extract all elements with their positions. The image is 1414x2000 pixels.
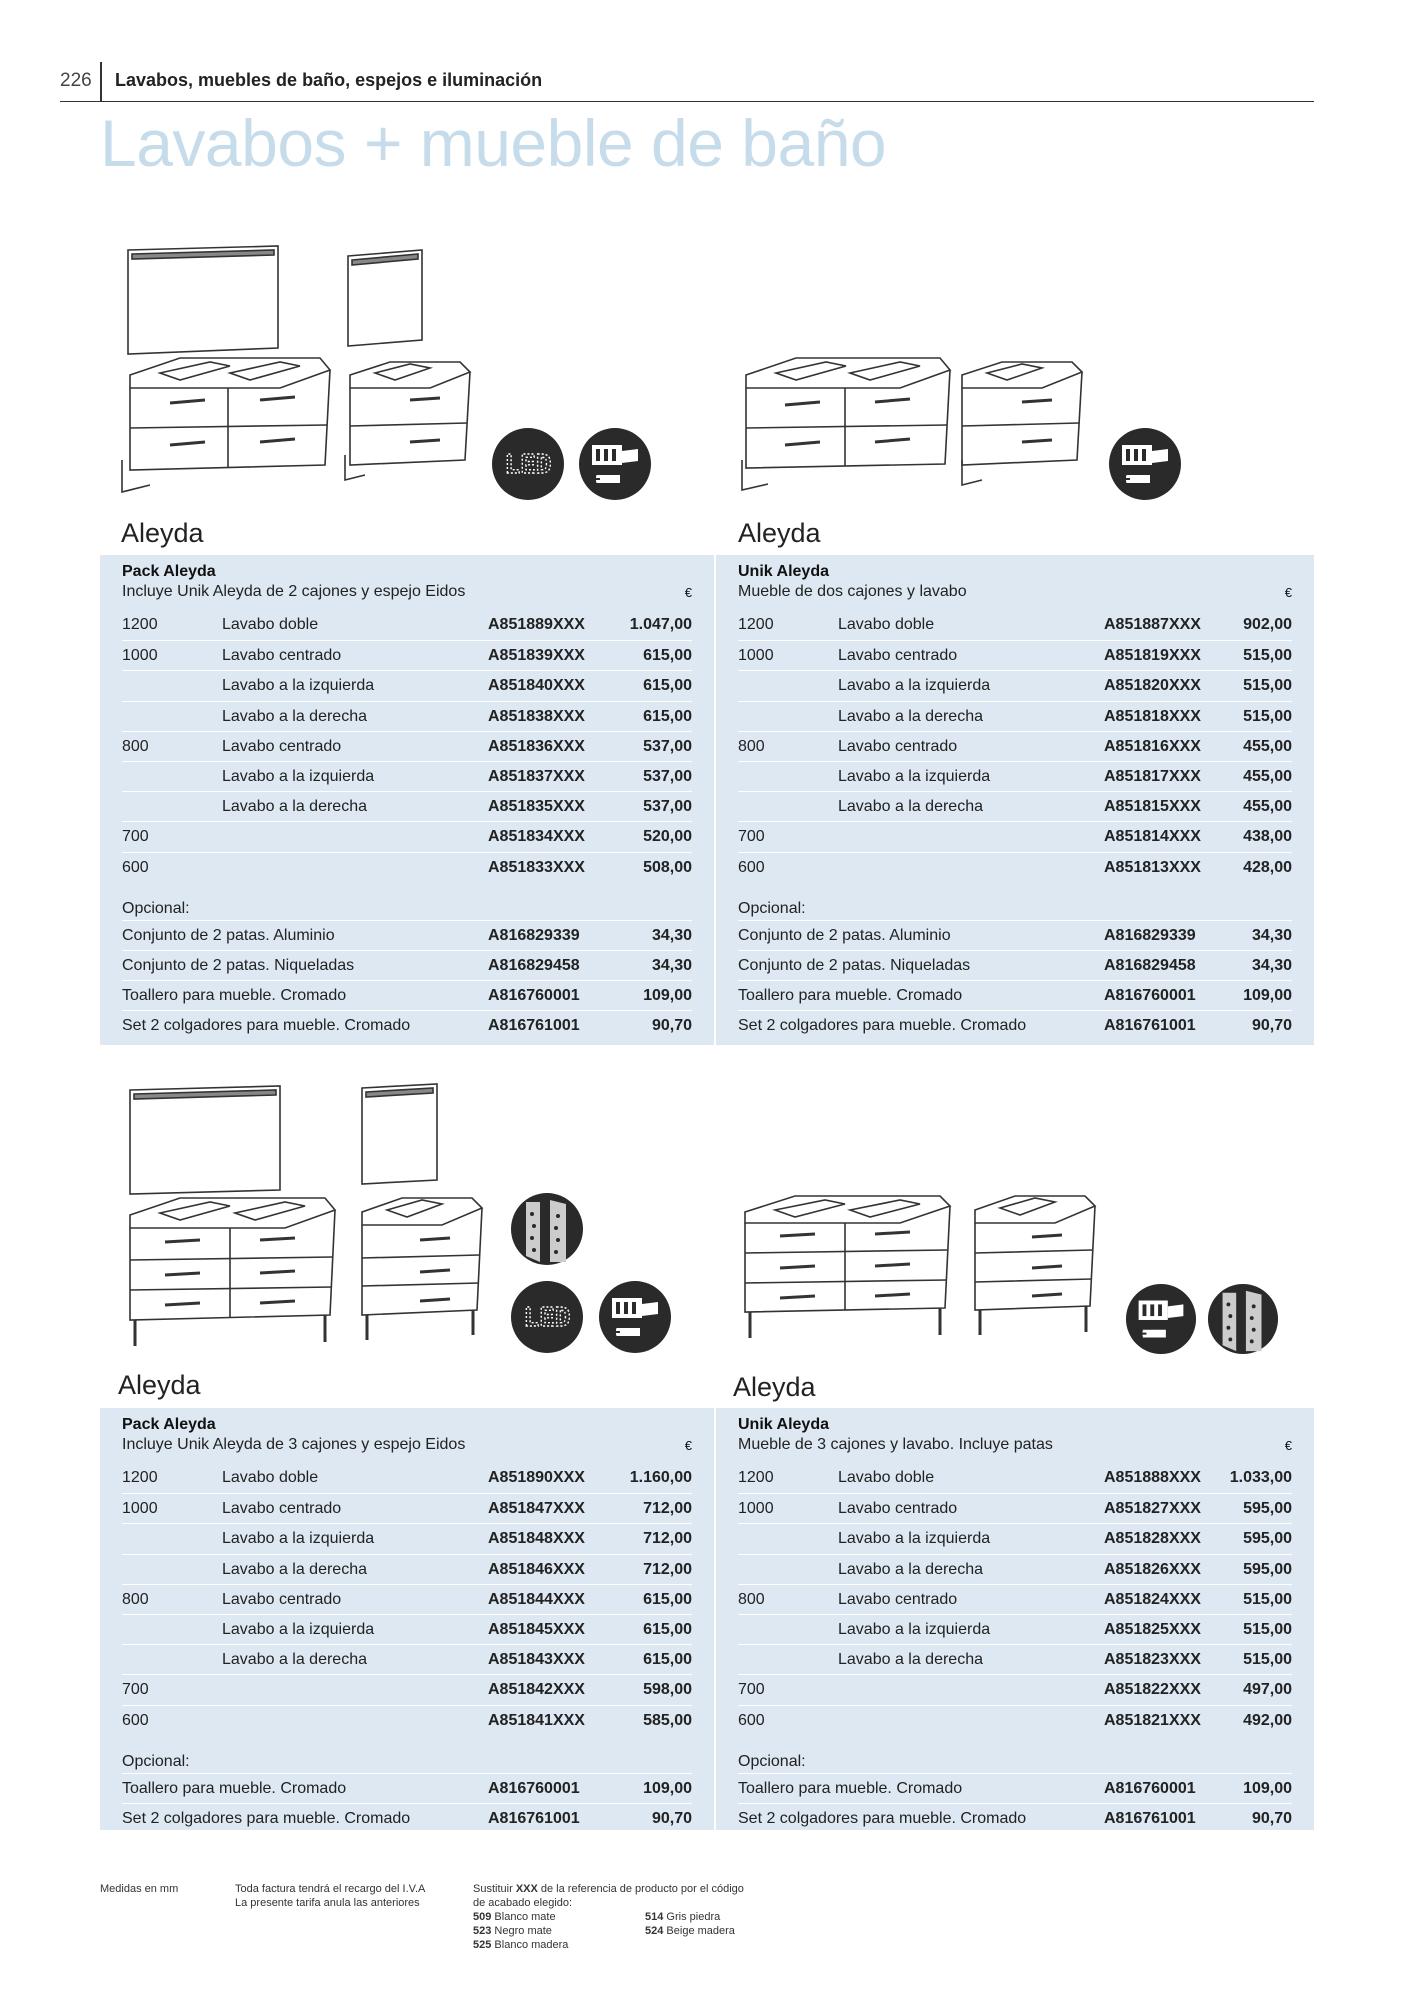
price-cell: 585,00 [643, 1711, 692, 1729]
box-header [122, 563, 465, 601]
reference-cell: A816761001 [1104, 1809, 1196, 1827]
description-cell: Lavabo a la izquierda [222, 677, 375, 695]
price-cell: 615,00 [643, 1590, 692, 1608]
description-cell: Conjunto de 2 patas. Niqueladas [738, 956, 971, 974]
price-cell: 615,00 [643, 1621, 692, 1638]
size-cell: 1200 [122, 616, 158, 633]
price-cell: 615,00 [643, 1651, 692, 1669]
description-cell: Lavabo centrado [222, 737, 342, 755]
table-row [122, 1674, 692, 1704]
box-header [122, 1416, 465, 1454]
reference-cell: A851889XXX [488, 616, 585, 633]
product-name: Aleyda [733, 1372, 816, 1402]
section-title: Lavabos, muebles de baño, espejos e iluminación [115, 70, 543, 90]
table-row [738, 1523, 1292, 1553]
price-cell: 34,30 [1251, 926, 1292, 944]
box-subtitle: Incluye Unik Aleyda de 3 cajones y espejo Eidos [122, 1436, 466, 1453]
description-cell: Lavabo a la izquierda [222, 1621, 375, 1638]
table-row [122, 701, 692, 731]
reference-cell: A851823XXX [1104, 1651, 1201, 1669]
description-cell: Lavabo a la derecha [838, 798, 983, 816]
description-cell: Lavabo doble [222, 616, 319, 633]
table-row [122, 1614, 692, 1644]
reference-cell: A851816XXX [1104, 737, 1201, 755]
price-cell: 455,00 [1243, 737, 1292, 755]
table-row [122, 821, 692, 851]
optional-row [122, 980, 692, 1010]
description-cell: Lavabo a la derecha [222, 707, 367, 725]
table-row [122, 1493, 692, 1523]
price-cell: 615,00 [643, 707, 692, 725]
table-row [738, 1463, 1292, 1493]
currency-label: € [684, 1438, 692, 1453]
table-row [122, 1705, 692, 1735]
description-cell: Lavabo a la izquierda [838, 677, 991, 695]
table-row [738, 821, 1292, 851]
tax-note-1: Toda factura tendrá el recargo del I.V.A [235, 1883, 426, 1895]
push-open-drawer-icon [578, 427, 652, 501]
units-note: Medidas en mm [100, 1883, 179, 1895]
table-row [122, 1584, 692, 1614]
price-cell: 34,30 [651, 926, 692, 944]
optional-row [738, 1010, 1292, 1040]
description-cell: Set 2 colgadores para mueble. Cromado [122, 1016, 411, 1034]
size-cell: 1000 [738, 1500, 774, 1518]
price-cell: 615,00 [643, 677, 692, 695]
size-cell: 600 [122, 858, 149, 876]
price-cell: 109,00 [643, 986, 692, 1004]
price-cell: 712,00 [643, 1560, 692, 1578]
page-header [60, 62, 1314, 102]
table-row [738, 610, 1292, 640]
size-cell: 600 [738, 1711, 765, 1729]
price-cell: 508,00 [643, 858, 692, 876]
reference-cell: A851838XXX [488, 707, 585, 725]
table-row [738, 1493, 1292, 1523]
optional-label: Opcional: [738, 1752, 806, 1770]
table-row [738, 791, 1292, 821]
reference-cell: A816760001 [488, 1779, 580, 1797]
table-row [738, 1705, 1292, 1735]
optional-row [122, 1773, 692, 1803]
price-cell: 1.160,00 [629, 1469, 692, 1486]
page-title: Lavabos + mueble de baño [100, 106, 887, 180]
description-cell: Conjunto de 2 patas. Aluminio [122, 926, 335, 944]
optional-row [738, 1773, 1292, 1803]
description-cell: Lavabo centrado [222, 1500, 342, 1518]
price-table-unik-2-drawers [716, 555, 1314, 1045]
description-cell: Lavabo doble [838, 616, 935, 633]
footer-units [100, 1882, 178, 1896]
reference-cell: A851826XXX [1104, 1560, 1201, 1578]
reference-cell: A851822XXX [1104, 1681, 1201, 1699]
size-cell: 700 [738, 1681, 765, 1699]
price-cell: 537,00 [643, 768, 692, 785]
table-row [122, 761, 692, 791]
box-title: Unik Aleyda [738, 563, 829, 580]
description-cell: Lavabo a la izquierda [838, 1530, 991, 1548]
table-row [738, 1674, 1292, 1704]
description-cell: Conjunto de 2 patas. Aluminio [738, 926, 951, 944]
description-cell: Conjunto de 2 patas. Niqueladas [122, 956, 355, 974]
reference-cell: A851833XXX [488, 858, 585, 876]
price-cell: 712,00 [643, 1500, 692, 1518]
reference-cell: A851821XXX [1104, 1711, 1201, 1729]
reference-cell: A851890XXX [488, 1469, 585, 1486]
push-open-drawer-icon [1125, 1283, 1197, 1355]
size-cell: 700 [738, 828, 765, 846]
box-title: Pack Aleyda [122, 563, 216, 580]
optional-row [122, 1010, 692, 1040]
led-icon [491, 427, 565, 501]
optional-label: Opcional: [122, 1752, 190, 1770]
currency-label: € [1284, 585, 1292, 600]
description-cell: Toallero para mueble. Cromado [122, 986, 347, 1004]
reference-cell: A851844XXX [488, 1590, 585, 1608]
reference-cell: A851834XXX [488, 828, 585, 846]
box-subtitle: Incluye Unik Aleyda de 2 cajones y espejo Eidos [122, 583, 466, 600]
reference-cell: A851840XXX [488, 677, 585, 695]
legs-icon [1207, 1283, 1279, 1355]
svg-text:LED: LED [504, 450, 552, 480]
optional-row [738, 1803, 1292, 1833]
reference-cell: A851842XXX [488, 1681, 585, 1699]
reference-cell: A851820XXX [1104, 677, 1201, 695]
size-cell: 600 [122, 1711, 149, 1729]
price-cell: 455,00 [1243, 768, 1292, 785]
description-cell: Lavabo centrado [838, 1500, 958, 1518]
description-cell: Lavabo a la izquierda [838, 1621, 991, 1638]
reference-cell: A851825XXX [1104, 1621, 1201, 1638]
table-row [738, 1584, 1292, 1614]
illustration-unik-3-drawers [740, 1190, 1110, 1350]
description-cell: Lavabo a la derecha [838, 707, 983, 725]
reference-cell: A816761001 [488, 1016, 580, 1034]
finish-code: 509 Blanco mate [473, 1911, 556, 1923]
finish-code: 514 Gris piedra [645, 1911, 721, 1923]
currency-label: € [684, 585, 692, 600]
price-table-unik-3-drawers [716, 1408, 1314, 1830]
table-row [122, 731, 692, 761]
price-cell: 90,70 [1251, 1016, 1292, 1034]
box-header [738, 563, 967, 601]
box-subtitle: Mueble de 3 cajones y lavabo. Incluye patas [738, 1436, 1053, 1453]
description-cell: Lavabo a la derecha [222, 1651, 367, 1669]
price-table-pack-3-drawers [100, 1408, 714, 1830]
size-cell: 800 [738, 1590, 765, 1608]
price-cell: 902,00 [1243, 616, 1292, 633]
description-cell: Lavabo centrado [222, 1590, 342, 1608]
price-cell: 34,30 [1251, 956, 1292, 974]
price-cell: 492,00 [1243, 1711, 1292, 1729]
tax-note-2: La presente tarifa anula las anteriores [235, 1897, 420, 1909]
reference-cell: A851815XXX [1104, 798, 1201, 816]
price-cell: 109,00 [643, 1779, 692, 1797]
price-cell: 598,00 [643, 1681, 692, 1699]
price-cell: 615,00 [643, 647, 692, 665]
product-name: Aleyda [121, 518, 204, 548]
price-cell: 515,00 [1243, 1621, 1292, 1638]
reference-cell: A851836XXX [488, 737, 585, 755]
price-cell: 1.033,00 [1229, 1469, 1292, 1486]
description-cell: Lavabo centrado [838, 737, 958, 755]
size-cell: 1000 [122, 647, 158, 665]
table-row [122, 670, 692, 700]
optional-label: Opcional: [738, 899, 806, 917]
description-cell: Toallero para mueble. Cromado [122, 1779, 347, 1797]
table-row [738, 1614, 1292, 1644]
finish-code: 523 Negro mate [473, 1925, 552, 1937]
table-row [122, 1463, 692, 1493]
reference-cell: A816829458 [488, 956, 580, 974]
reference-cell: A851887XXX [1104, 616, 1201, 633]
price-table-pack-2-drawers [100, 555, 714, 1045]
description-cell: Lavabo a la izquierda [838, 768, 991, 785]
price-cell: 497,00 [1243, 1681, 1292, 1699]
price-cell: 595,00 [1243, 1530, 1292, 1548]
price-cell: 455,00 [1243, 798, 1292, 816]
table-row [122, 852, 692, 882]
description-cell: Lavabo a la derecha [838, 1560, 983, 1578]
description-cell: Toallero para mueble. Cromado [738, 1779, 963, 1797]
reference-cell: A851841XXX [488, 1711, 585, 1729]
page-number: 226 [60, 70, 92, 91]
optional-row [122, 1803, 692, 1833]
description-cell: Lavabo centrado [222, 647, 342, 665]
reference-cell: A816760001 [1104, 1779, 1196, 1797]
reference-cell: A851839XXX [488, 647, 585, 665]
led-icon [510, 1280, 584, 1354]
reference-cell: A851847XXX [488, 1500, 585, 1518]
svg-text:LED: LED [523, 1303, 571, 1333]
table-row [122, 1523, 692, 1553]
box-title: Pack Aleyda [122, 1416, 216, 1433]
reference-cell: A816829339 [1104, 926, 1196, 944]
size-cell: 1000 [738, 647, 774, 665]
description-cell: Toallero para mueble. Cromado [738, 986, 963, 1004]
table-row [738, 1644, 1292, 1674]
reference-cell: A851824XXX [1104, 1590, 1201, 1608]
price-cell: 537,00 [643, 798, 692, 816]
price-cell: 90,70 [1251, 1809, 1292, 1827]
reference-cell: A851827XXX [1104, 1500, 1201, 1518]
size-cell: 1200 [738, 1469, 774, 1486]
size-cell: 1200 [122, 1469, 158, 1486]
price-cell: 438,00 [1243, 828, 1292, 846]
description-cell: Lavabo centrado [838, 647, 958, 665]
size-cell: 700 [122, 828, 149, 846]
reference-cell: A851814XXX [1104, 828, 1201, 846]
price-cell: 515,00 [1243, 647, 1292, 665]
reference-cell: A851848XXX [488, 1530, 585, 1548]
description-cell: Lavabo a la derecha [222, 798, 367, 816]
reference-cell: A851818XXX [1104, 707, 1201, 725]
price-cell: 595,00 [1243, 1560, 1292, 1578]
description-cell: Lavabo a la izquierda [222, 1530, 375, 1548]
description-cell: Set 2 colgadores para mueble. Cromado [122, 1809, 411, 1827]
table-row [738, 852, 1292, 882]
table-row [122, 610, 692, 640]
table-row [738, 761, 1292, 791]
price-cell: 109,00 [1243, 986, 1292, 1004]
box-header [738, 1416, 1053, 1454]
reference-cell: A816760001 [1104, 986, 1196, 1004]
box-subtitle: Mueble de dos cajones y lavabo [738, 583, 967, 600]
price-cell: 515,00 [1243, 707, 1292, 725]
table-row [122, 640, 692, 670]
substitute-note-2: de acabado elegido: [473, 1897, 573, 1909]
description-cell: Set 2 colgadores para mueble. Cromado [738, 1809, 1027, 1827]
description-cell: Lavabo a la derecha [222, 1560, 367, 1578]
size-cell: 800 [122, 737, 149, 755]
table-row [122, 791, 692, 821]
table-row [738, 731, 1292, 761]
size-cell: 600 [738, 858, 765, 876]
price-cell: 515,00 [1243, 677, 1292, 695]
optional-row [122, 950, 692, 980]
box-title: Unik Aleyda [738, 1416, 829, 1433]
reference-cell: A851835XXX [488, 798, 585, 816]
illustration-pack-3-drawers [125, 1080, 485, 1355]
description-cell: Lavabo centrado [838, 1590, 958, 1608]
reference-cell: A851813XXX [1104, 858, 1201, 876]
price-cell: 34,30 [651, 956, 692, 974]
push-open-drawer-icon [598, 1280, 672, 1354]
finish-code: 524 Beige madera [645, 1925, 735, 1937]
header-divider [100, 62, 102, 102]
price-cell: 90,70 [651, 1016, 692, 1034]
price-cell: 428,00 [1243, 858, 1292, 876]
finish-code: 525 Blanco madera [473, 1939, 569, 1951]
description-cell: Lavabo a la izquierda [222, 768, 375, 785]
table-row [738, 640, 1292, 670]
product-name: Aleyda [118, 1370, 201, 1400]
price-cell: 90,70 [651, 1809, 692, 1827]
optional-row [738, 950, 1292, 980]
size-cell: 1200 [738, 616, 774, 633]
description-cell: Lavabo a la derecha [838, 1651, 983, 1669]
description-cell: Set 2 colgadores para mueble. Cromado [738, 1016, 1027, 1034]
table-row [122, 1644, 692, 1674]
currency-label: € [1284, 1438, 1292, 1453]
size-cell: 700 [122, 1681, 149, 1699]
reference-cell: A851888XXX [1104, 1469, 1201, 1486]
price-cell: 712,00 [643, 1530, 692, 1548]
reference-cell: A851828XXX [1104, 1530, 1201, 1548]
price-cell: 1.047,00 [629, 616, 692, 633]
table-row [738, 670, 1292, 700]
optional-row [738, 980, 1292, 1010]
table-row [738, 701, 1292, 731]
reference-cell: A851843XXX [488, 1651, 585, 1669]
size-cell: 800 [122, 1590, 149, 1608]
price-cell: 515,00 [1243, 1590, 1292, 1608]
price-cell: 595,00 [1243, 1500, 1292, 1518]
price-cell: 109,00 [1243, 1779, 1292, 1797]
reference-cell: A816761001 [1104, 1016, 1196, 1034]
size-cell: 800 [738, 737, 765, 755]
optional-row [738, 920, 1292, 950]
substitute-note: Sustituir XXX de la referencia de producto por el código [473, 1883, 744, 1895]
description-cell: Lavabo doble [838, 1469, 935, 1486]
reference-cell: A851837XXX [488, 768, 585, 785]
push-open-drawer-icon [1108, 427, 1182, 501]
size-cell: 1000 [122, 1500, 158, 1518]
price-cell: 537,00 [643, 737, 692, 755]
illustration-unik-2-drawers [740, 350, 1100, 510]
footer-tax [235, 1882, 425, 1910]
reference-cell: A851819XXX [1104, 647, 1201, 665]
price-cell: 515,00 [1243, 1651, 1292, 1669]
reference-cell: A851845XXX [488, 1621, 585, 1638]
optional-row [122, 920, 692, 950]
table-row [738, 1554, 1292, 1584]
legs-icon [510, 1192, 584, 1266]
product-name: Aleyda [738, 518, 821, 548]
reference-cell: A816760001 [488, 986, 580, 1004]
table-row [122, 1554, 692, 1584]
reference-cell: A816761001 [488, 1809, 580, 1827]
reference-cell: A816829339 [488, 926, 580, 944]
reference-cell: A851846XXX [488, 1560, 585, 1578]
footer-finishes [473, 1882, 773, 1952]
description-cell: Lavabo doble [222, 1469, 319, 1486]
price-cell: 520,00 [643, 828, 692, 846]
reference-cell: A816829458 [1104, 956, 1196, 974]
optional-label: Opcional: [122, 899, 190, 917]
reference-cell: A851817XXX [1104, 768, 1201, 785]
